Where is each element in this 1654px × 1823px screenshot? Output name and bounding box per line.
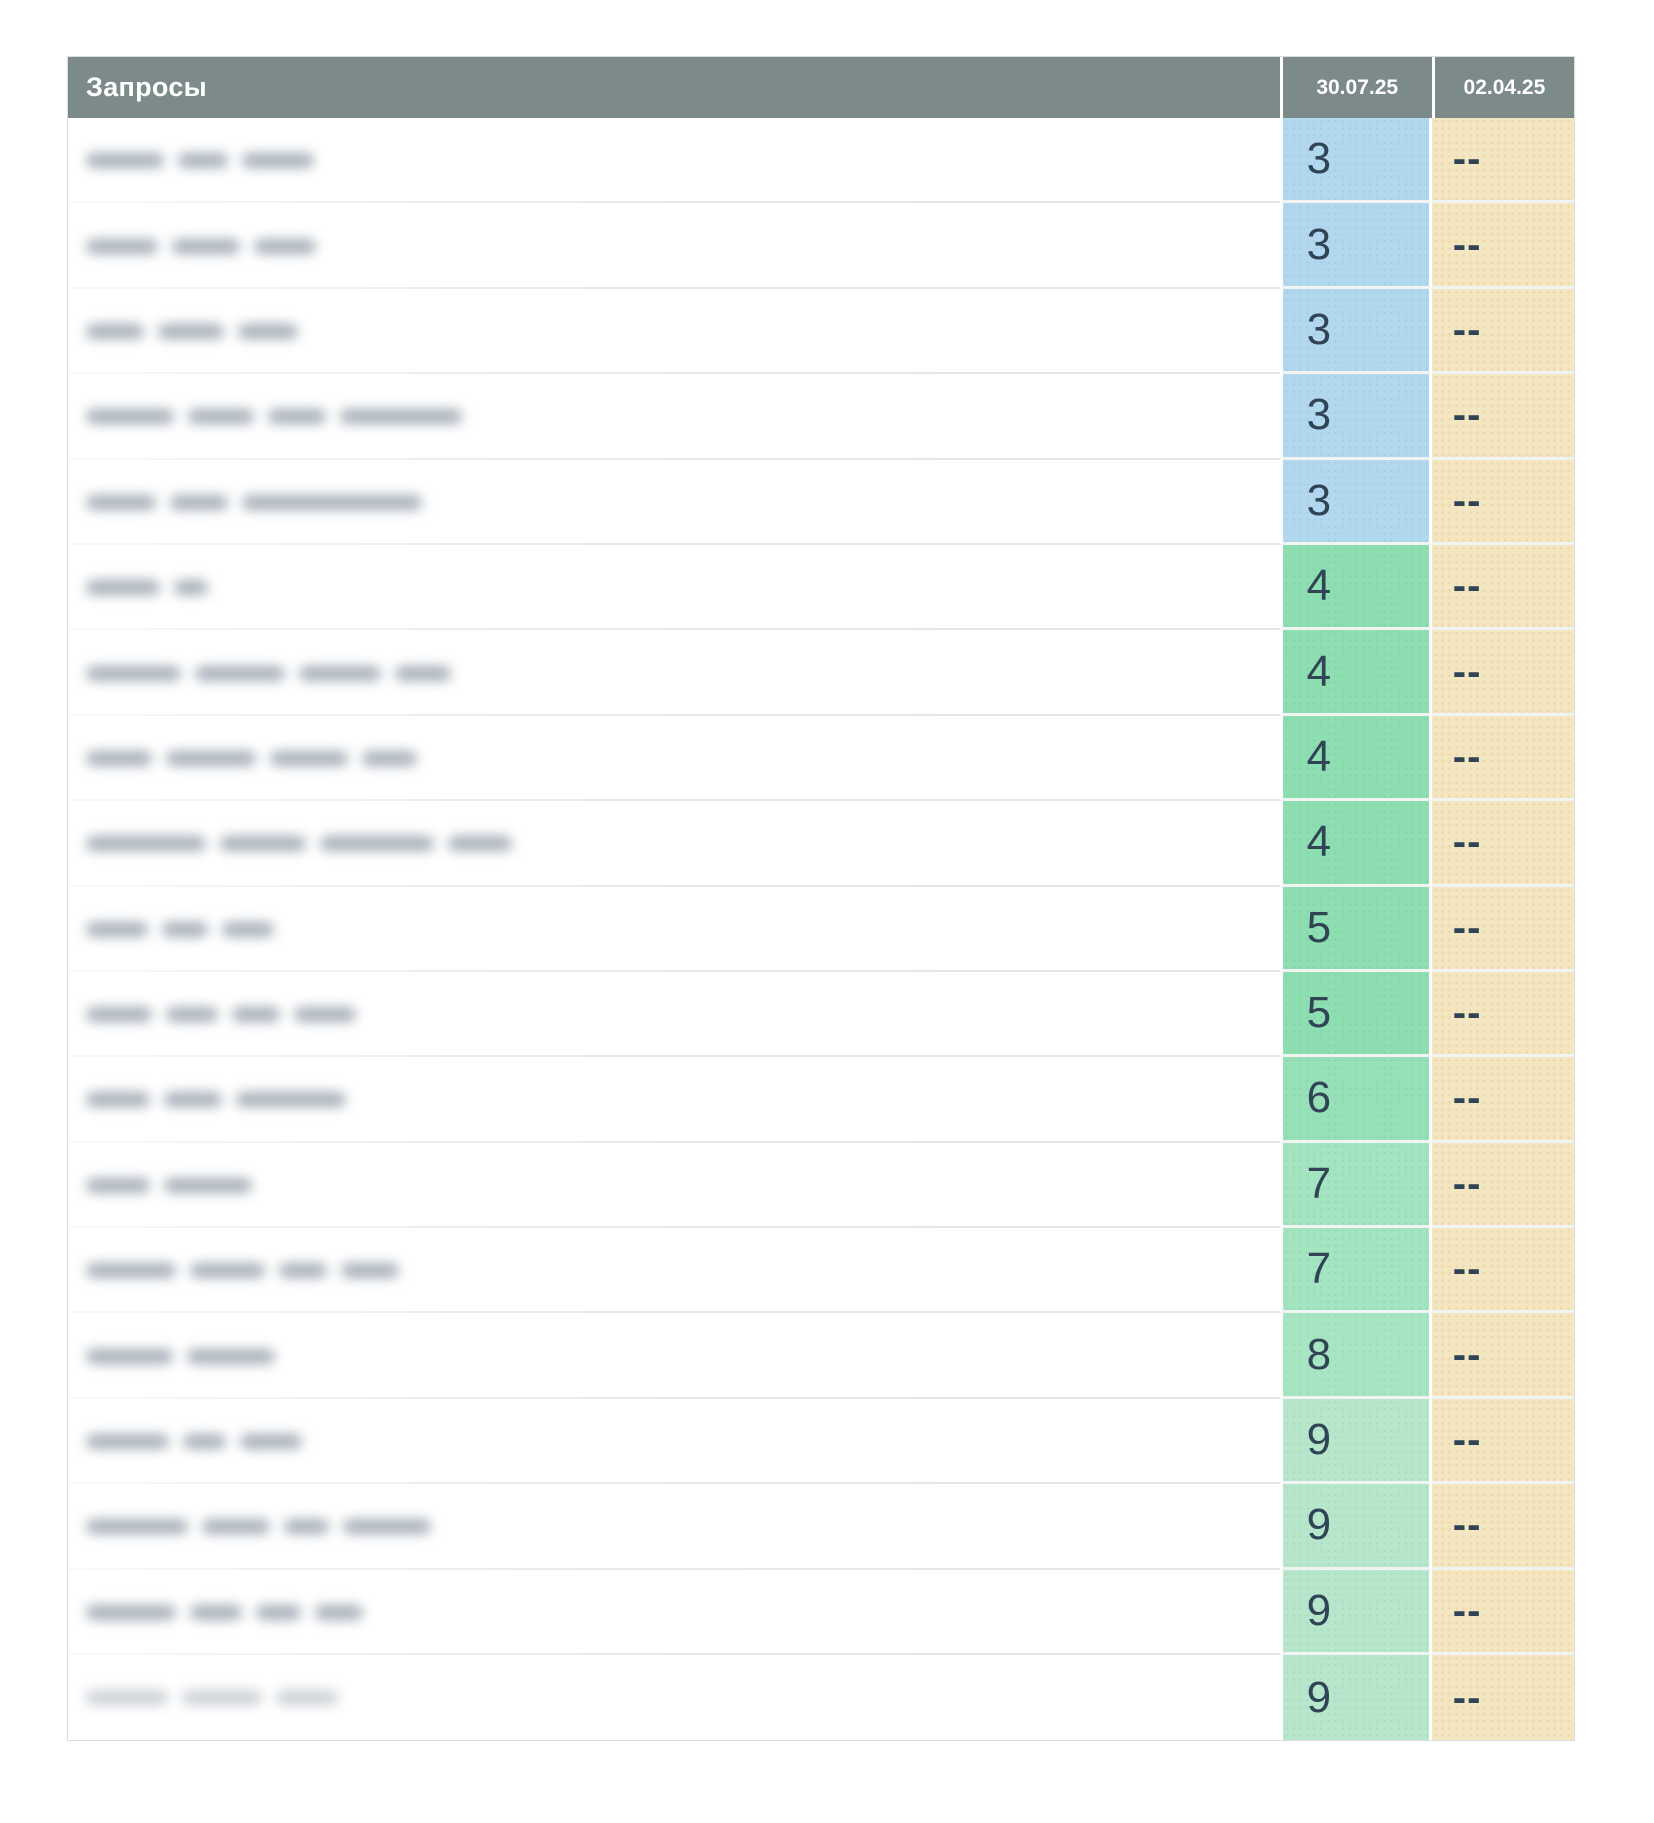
previous-position-cell: -- [1432,1399,1574,1484]
query-text-blurred [86,495,1279,510]
query-word-blur [256,1605,301,1620]
query-word-blur [164,1178,252,1193]
query-text-blurred [86,1349,1279,1364]
position-cell: 3 [1280,203,1432,288]
query-word-blur [172,239,240,254]
position-cell: 8 [1280,1313,1432,1398]
query-row [68,1057,1574,1142]
query-word-blur [268,409,326,424]
query-text-blurred [86,409,1279,424]
previous-position-cell: -- [1432,716,1574,801]
query-word-blur [362,751,417,766]
query-word-blur [86,495,156,510]
query-row [68,1228,1574,1313]
position-cell: 4 [1280,630,1432,715]
previous-date-column-header: 02.04.25 [1432,57,1574,118]
positions-table [68,57,1574,1740]
position-cell: 7 [1280,1228,1432,1313]
query-word-blur [202,1519,270,1534]
previous-position-cell: -- [1432,972,1574,1057]
query-row [68,545,1574,630]
query-word-blur [86,1092,150,1107]
query-text-blurred [86,751,1279,766]
query-row [68,118,1574,203]
query-word-blur [86,580,160,595]
query-row [68,460,1574,545]
query-word-blur [86,751,152,766]
query-row [68,1484,1574,1569]
query-word-blur [236,1092,346,1107]
query-word-blur [222,922,274,937]
previous-position-cell: -- [1432,801,1574,886]
query-cell [68,972,1280,1057]
query-word-blur [86,1178,150,1193]
position-cell: 5 [1280,972,1432,1057]
query-text-blurred [86,1434,1279,1449]
query-word-blur [195,666,285,681]
query-cell [68,801,1280,886]
query-cell [68,1228,1280,1313]
position-cell: 9 [1280,1484,1432,1569]
query-cell [68,460,1280,545]
previous-position-cell: -- [1432,203,1574,288]
previous-position-cell: -- [1432,1655,1574,1740]
query-text-blurred [86,1178,1279,1193]
query-cell [68,203,1280,288]
query-word-blur [188,409,254,424]
query-row [68,203,1574,288]
query-word-blur [170,495,228,510]
query-word-blur [183,1434,226,1449]
query-word-blur [86,324,144,339]
query-row [68,1655,1574,1740]
query-word-blur [166,1007,218,1022]
previous-position-cell: -- [1432,289,1574,374]
previous-position-cell: -- [1432,118,1574,203]
query-cell [68,1484,1280,1569]
query-word-blur [164,1092,222,1107]
query-text-blurred [86,324,1279,339]
query-word-blur [232,1007,280,1022]
previous-position-cell: -- [1432,460,1574,545]
query-cell [68,118,1280,203]
query-row [68,1399,1574,1484]
query-word-blur [270,751,348,766]
query-text-blurred [86,239,1279,254]
query-word-blur [178,153,228,168]
previous-position-cell: -- [1432,887,1574,972]
query-cell [68,630,1280,715]
query-text-blurred [86,922,1279,937]
position-cell: 9 [1280,1570,1432,1655]
query-row [68,1570,1574,1655]
query-text-blurred [86,836,1279,851]
previous-position-cell: -- [1432,1057,1574,1142]
position-cell: 4 [1280,545,1432,630]
position-cell: 3 [1280,289,1432,374]
previous-position-cell: -- [1432,1313,1574,1398]
query-cell [68,1057,1280,1142]
position-cell: 4 [1280,801,1432,886]
query-word-blur [86,1263,176,1278]
query-word-blur [395,666,451,681]
position-cell: 4 [1280,716,1432,801]
query-word-blur [448,836,512,851]
query-word-blur [276,1690,338,1705]
query-cell [68,1655,1280,1740]
previous-position-cell: -- [1432,1143,1574,1228]
table-header [68,57,1574,118]
query-text-blurred [86,1690,1279,1705]
positions-report [67,56,1575,1741]
query-text-blurred [86,1519,1279,1534]
current-date-column-header: 30.07.25 [1280,57,1432,118]
position-cell: 3 [1280,374,1432,459]
position-cell: 7 [1280,1143,1432,1228]
query-cell [68,289,1280,374]
query-text-blurred [86,1605,1279,1620]
position-cell: 9 [1280,1655,1432,1740]
query-word-blur [190,1263,265,1278]
queries-column-header: Запросы [68,57,1280,118]
query-word-blur [242,495,422,510]
query-text-blurred [86,1092,1279,1107]
query-cell [68,545,1280,630]
query-word-blur [86,1349,173,1364]
query-row [68,374,1574,459]
table-body [68,118,1574,1740]
previous-position-cell: -- [1432,1228,1574,1313]
query-cell [68,716,1280,801]
query-word-blur [220,836,306,851]
query-word-blur [86,239,158,254]
query-word-blur [299,666,381,681]
query-text-blurred [86,153,1279,168]
query-word-blur [190,1605,242,1620]
position-cell: 5 [1280,887,1432,972]
query-text-blurred [86,580,1279,595]
query-word-blur [86,1007,152,1022]
query-word-blur [294,1007,356,1022]
query-word-blur [182,1690,262,1705]
query-word-blur [86,153,164,168]
query-text-blurred [86,1263,1279,1278]
query-word-blur [86,1434,169,1449]
query-row [68,289,1574,374]
query-cell [68,374,1280,459]
previous-position-cell: -- [1432,374,1574,459]
query-word-blur [341,1263,399,1278]
query-row [68,1313,1574,1398]
previous-position-cell: -- [1432,545,1574,630]
query-word-blur [166,751,256,766]
position-cell: 9 [1280,1399,1432,1484]
query-word-blur [254,239,316,254]
query-row [68,887,1574,972]
position-cell: 6 [1280,1057,1432,1142]
query-word-blur [343,1519,431,1534]
query-cell [68,1143,1280,1228]
query-word-blur [86,922,148,937]
query-cell [68,887,1280,972]
query-cell [68,1313,1280,1398]
query-word-blur [284,1519,329,1534]
query-word-blur [187,1349,275,1364]
query-word-blur [242,153,314,168]
query-word-blur [279,1263,327,1278]
position-cell: 3 [1280,118,1432,203]
query-word-blur [86,836,206,851]
query-word-blur [86,1690,168,1705]
query-cell [68,1570,1280,1655]
query-word-blur [158,324,224,339]
previous-position-cell: -- [1432,1570,1574,1655]
query-word-blur [240,1434,302,1449]
query-cell [68,1399,1280,1484]
query-row [68,630,1574,715]
query-word-blur [238,324,298,339]
query-row [68,801,1574,886]
query-word-blur [86,409,174,424]
previous-position-cell: -- [1432,1484,1574,1569]
query-word-blur [86,1519,188,1534]
query-word-blur [86,666,181,681]
query-text-blurred [86,666,1279,681]
header-row [68,57,1574,118]
query-row [68,716,1574,801]
query-word-blur [340,409,462,424]
query-row [68,972,1574,1057]
query-word-blur [315,1605,363,1620]
query-word-blur [320,836,434,851]
position-cell: 3 [1280,460,1432,545]
query-word-blur [86,1605,176,1620]
query-word-blur [174,580,208,595]
query-word-blur [162,922,208,937]
query-text-blurred [86,1007,1279,1022]
previous-position-cell: -- [1432,630,1574,715]
query-row [68,1143,1574,1228]
